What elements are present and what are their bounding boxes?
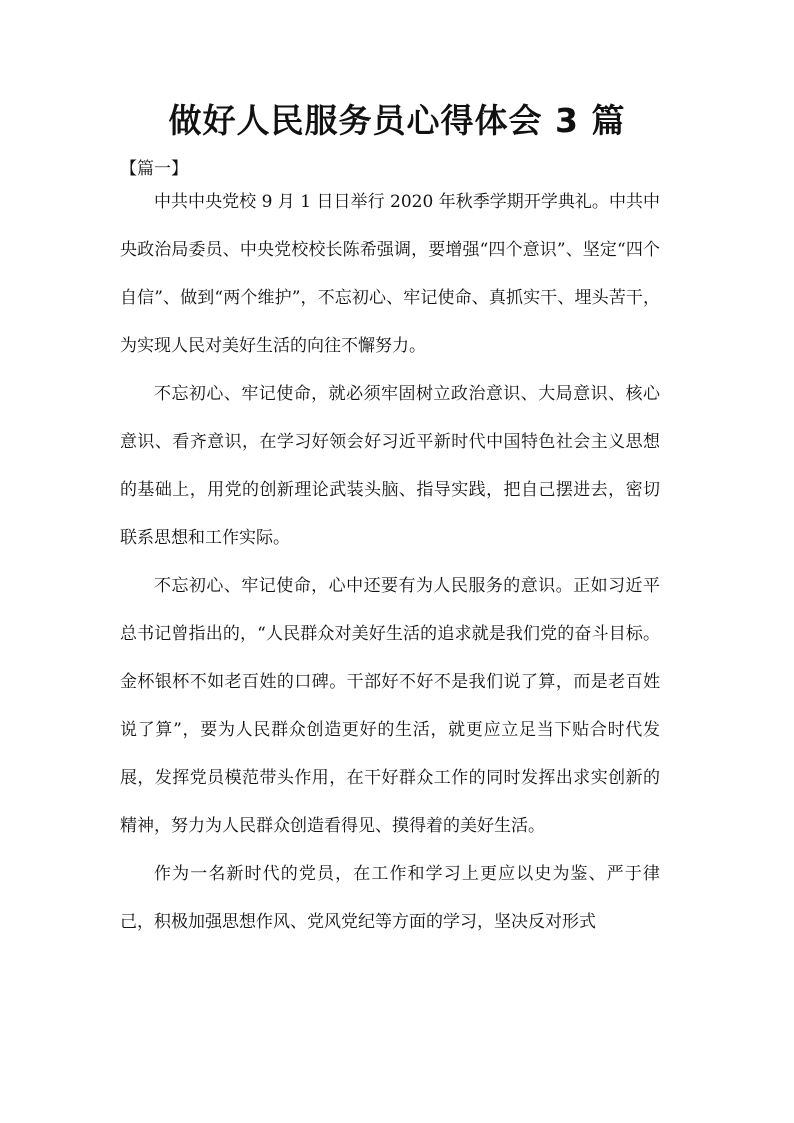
paragraph-3: 不忘初心、牢记使命，心中还要有为人民服务的意识。正如习近平总书记曾指出的，“人民群众对美好生活的追求就是我们党的奋斗目标。金杯银杯不如老百姓的口碑。干部好不好不是我们说了算，而是老百姓说了算”，要为人民群众创造更好的生活，就更应立足当下贴合时代发展，发挥党员模范带头作用，在干好群众工作的同时发挥出求实创新的精神，努力为人民群众创造看得见、摸得着的美好生活。	[120, 576, 660, 836]
document-title: 做好人民服务员心得体会 3 篇	[168, 101, 626, 140]
paragraph-1: 中共中央党校 9 月 1 日日举行 2020 年秋季学期开学典礼。中共中央政治局委员、中央党校校长陈希强调，要增强“四个意识”、坚定“四个自信”、做到“两个维护”，不忘初心、牢记使命、真抓实干、埋头苦干，为实现人民对美好生活的向往不懈努力。	[120, 192, 660, 356]
section-heading: 【篇一】	[120, 159, 188, 179]
paragraph-2: 不忘初心、牢记使命，就必须牢固树立政治意识、大局意识、核心意识、看齐意识，在学习好领会好习近平新时代中国特色社会主义思想的基础上，用党的创新理论武装头脑、指导实践，把自己摆进去，密切联系思想和工作实际。	[120, 384, 660, 548]
paragraph-4: 作为一名新时代的党员，在工作和学习上更应以史为鉴、严于律己，积极加强思想作风、党风党纪等方面的学习，坚决反对形式	[120, 864, 660, 932]
document-body	[120, 178, 660, 946]
